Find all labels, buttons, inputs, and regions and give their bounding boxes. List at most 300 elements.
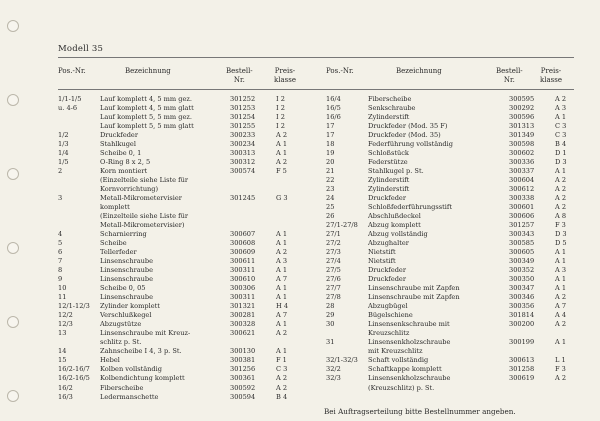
part-description: Metall-Mikrometervisier) <box>100 221 185 230</box>
punch-hole-icon <box>7 390 19 402</box>
order-number: 300381 <box>230 356 256 365</box>
part-description: Metall-Mikrometervisier <box>100 194 182 203</box>
right-parts-list <box>326 95 586 393</box>
table-row <box>58 284 318 293</box>
position-number: 29 <box>326 311 335 320</box>
table-row <box>326 212 586 221</box>
part-description: Druckfeder <box>100 131 138 140</box>
table-row <box>326 185 586 194</box>
price-class: I 2 <box>276 113 285 122</box>
price-class: A 2 <box>555 95 567 103</box>
position-number: 32/2 <box>326 365 341 374</box>
part-description: (Einzelteile siehe Liste für <box>100 212 188 221</box>
position-number: 31 <box>326 338 335 347</box>
part-description: mit Kreuzschlitz <box>368 347 423 356</box>
order-number: 300311 <box>230 293 256 302</box>
price-class: A 3 <box>555 104 567 113</box>
order-number: 300610 <box>230 275 256 284</box>
table-row <box>58 356 318 365</box>
price-class: A 2 <box>276 131 288 140</box>
order-number: 300336 <box>509 158 535 167</box>
page-title: Modell 35 <box>58 44 104 54</box>
price-class: A 2 <box>555 320 567 329</box>
part-description: Abzug vollständig <box>368 230 428 239</box>
order-note: Bei Auftragserteilung bitte Bestellnummer angeben. <box>324 407 516 416</box>
order-number: 300592 <box>230 383 256 392</box>
part-description: Abschlußdeckel <box>368 212 421 221</box>
price-class: A 3 <box>555 266 567 275</box>
table-row <box>58 230 318 239</box>
order-number: 300596 <box>509 113 535 122</box>
price-class: D 3 <box>555 230 567 239</box>
punch-hole-icon <box>7 316 19 328</box>
order-number: 300611 <box>230 257 256 266</box>
table-row <box>58 221 318 230</box>
order-number: 300613 <box>509 356 535 365</box>
table-row <box>326 384 586 393</box>
table-row <box>58 266 318 275</box>
table-row <box>58 338 318 347</box>
order-number: 300361 <box>230 374 256 383</box>
price-class: C 3 <box>276 365 288 374</box>
part-description: Linsenschraube <box>100 257 154 266</box>
position-number: 18 <box>326 140 335 149</box>
position-number: 27/1-27/8 <box>326 221 358 230</box>
order-number: 300343 <box>509 230 535 239</box>
position-number: 4 <box>58 230 63 239</box>
order-number: 300130 <box>230 347 256 356</box>
table-row <box>58 384 318 393</box>
position-number: 17 <box>326 122 335 131</box>
position-number: 17 <box>326 131 335 140</box>
price-class: A 1 <box>276 320 288 329</box>
price-class: G 3 <box>276 194 288 203</box>
part-description: Abzughalter <box>368 239 409 248</box>
order-number: 301245 <box>230 194 256 203</box>
part-description: Linsenschraube mit Zapfen <box>368 293 460 302</box>
position-number: 16/2-16/7 <box>58 365 90 374</box>
order-number: 300313 <box>230 149 256 158</box>
position-number: 24 <box>326 194 335 203</box>
part-description: Fiberscheibe <box>100 383 144 392</box>
part-description: Zahnscheibe I 4, 3 p. St. <box>100 347 182 356</box>
order-number: 300619 <box>509 374 535 383</box>
table-row <box>58 239 318 248</box>
table-row <box>326 338 586 347</box>
header-num-left: Bestell- Nr. <box>226 67 253 84</box>
order-number: 301256 <box>230 365 256 374</box>
position-number: 9 <box>58 275 63 284</box>
header-pos-left: Pos.-Nr. <box>58 67 86 75</box>
price-class: C 3 <box>555 122 567 131</box>
table-row <box>326 302 586 311</box>
price-class: F 3 <box>555 365 566 374</box>
table-row <box>326 158 586 167</box>
order-number: 300338 <box>509 194 535 203</box>
position-number: 32/1-32/3 <box>326 356 358 365</box>
order-number: 301254 <box>230 113 256 122</box>
header-cls-left: Preis- klasse <box>274 67 296 84</box>
price-class: A 1 <box>276 293 288 302</box>
table-row <box>326 329 586 338</box>
table-row <box>326 374 586 383</box>
part-description: Kornvorrichtung) <box>100 185 159 194</box>
position-number: 22 <box>326 176 335 185</box>
part-description: Stahlkugel p. St. <box>368 167 424 176</box>
price-class: D 5 <box>555 239 567 248</box>
order-number: 300328 <box>230 320 256 329</box>
order-number: 300602 <box>509 149 535 158</box>
price-class: A 2 <box>276 248 288 257</box>
table-row <box>58 365 318 374</box>
header-desc-left: Bezeichnung <box>125 67 171 75</box>
price-class: A 2 <box>276 329 288 338</box>
price-class: A 7 <box>276 275 288 284</box>
part-description: Federstütze <box>368 158 408 167</box>
position-number: 10 <box>58 284 67 293</box>
position-number: 12/2 <box>58 311 73 320</box>
part-description: Zylinderstift <box>368 176 410 185</box>
position-number: 27/4 <box>326 257 341 266</box>
table-row <box>326 293 586 302</box>
price-class: A 8 <box>555 212 567 221</box>
part-description: schlitz p. St. <box>100 338 142 347</box>
table-row <box>326 131 586 140</box>
table-row <box>58 194 318 203</box>
price-class: A 4 <box>555 311 567 320</box>
price-class: A 1 <box>555 284 567 293</box>
part-description: Linsensenkholzschraube <box>368 374 451 383</box>
position-number: 27/6 <box>326 275 341 284</box>
table-row <box>58 158 318 167</box>
part-description: Linsenschraube <box>100 293 154 302</box>
table-row <box>58 131 318 140</box>
price-class: A 2 <box>555 176 567 185</box>
price-class: I 2 <box>276 104 285 113</box>
position-number: 8 <box>58 266 63 275</box>
header-top-rule <box>58 57 574 58</box>
punch-hole-icon <box>7 168 19 180</box>
price-class: A 1 <box>276 284 288 293</box>
price-class: A 1 <box>555 338 567 347</box>
order-number: 300598 <box>509 140 535 149</box>
punch-hole-icon <box>7 242 19 254</box>
order-number: 300607 <box>230 230 256 239</box>
order-number: 301814 <box>509 311 535 320</box>
price-class: D 3 <box>555 158 567 167</box>
order-number: 301258 <box>509 365 535 374</box>
position-number: 16/4 <box>326 95 341 103</box>
order-number: 300347 <box>509 284 535 293</box>
part-description: Lauf komplett 5, 5 mm gez. <box>100 113 192 122</box>
position-number: 16/5 <box>326 104 341 113</box>
part-description: Druckfeder <box>368 266 406 275</box>
part-description: Druckfeder <box>368 194 406 203</box>
order-number: 300199 <box>509 338 535 347</box>
header-pos-right: Pos.-Nr. <box>326 67 354 75</box>
order-number: 300311 <box>230 266 256 275</box>
table-row <box>326 140 586 149</box>
position-number: 1/2 <box>58 131 69 140</box>
part-description: Kreuzschlitz <box>368 329 410 338</box>
table-row <box>58 203 318 212</box>
table-row <box>326 365 586 374</box>
position-number: 3 <box>58 194 63 203</box>
position-number: 1/4 <box>58 149 69 158</box>
order-number: 300349 <box>509 257 535 266</box>
table-row <box>58 275 318 284</box>
part-description: Abzugstütze <box>100 320 142 329</box>
order-number: 300585 <box>509 239 535 248</box>
part-description: Verschlußkegel <box>100 311 152 320</box>
position-number: 1/5 <box>58 158 69 167</box>
price-class: L 1 <box>555 356 566 365</box>
price-class: A 1 <box>276 347 288 356</box>
part-description: Federführung vollständig <box>368 140 453 149</box>
table-row <box>326 248 586 257</box>
table-row <box>326 266 586 275</box>
price-class: F 1 <box>276 356 287 365</box>
part-description: Linsensenkholzschraube <box>368 338 451 347</box>
table-row <box>326 311 586 320</box>
table-row <box>58 248 318 257</box>
part-description: Tellerfeder <box>100 248 137 257</box>
price-class: F 3 <box>555 221 566 230</box>
position-number: 16/6 <box>326 113 341 122</box>
part-description: Schloßfederführungsstift <box>368 203 452 212</box>
position-number: 27/8 <box>326 293 341 302</box>
table-row <box>326 95 586 104</box>
order-number: 300594 <box>230 392 256 401</box>
part-description: komplett <box>100 203 130 212</box>
table-row <box>58 293 318 302</box>
order-number: 301349 <box>509 131 535 140</box>
table-row <box>326 221 586 230</box>
position-number: 19 <box>326 149 335 158</box>
order-number: 300608 <box>230 239 256 248</box>
part-description: Kolbendichtung komplett <box>100 374 185 383</box>
price-class: A 2 <box>555 293 567 302</box>
price-class: A 1 <box>555 257 567 266</box>
table-row <box>326 230 586 239</box>
part-description: Lauf komplett 5, 5 mm glatt <box>100 122 194 131</box>
order-number: 300609 <box>230 248 256 257</box>
part-description: Schaftkappe komplett <box>368 365 442 374</box>
part-description: Kolben vollständig <box>100 365 162 374</box>
part-description: Nietstift <box>368 248 396 257</box>
position-number: 12/3 <box>58 320 73 329</box>
price-class: H 4 <box>276 302 289 311</box>
table-row <box>58 257 318 266</box>
price-class: A 2 <box>555 203 567 212</box>
position-number: 1/1-1/5 <box>58 95 82 103</box>
price-class: A 2 <box>555 185 567 194</box>
table-row <box>58 167 318 176</box>
part-description: Fiberscheibe <box>368 95 412 103</box>
table-row <box>326 347 586 356</box>
order-number: 300233 <box>230 131 256 140</box>
position-number: 16/3 <box>58 392 73 401</box>
price-class: C 3 <box>555 131 567 140</box>
part-description: Schloßstück <box>368 149 409 158</box>
order-number: 300605 <box>509 248 535 257</box>
punch-hole-icon <box>7 94 19 106</box>
order-number: 300200 <box>509 320 535 329</box>
part-description: Senkschraube <box>368 104 416 113</box>
price-class: B 4 <box>555 140 567 149</box>
table-row <box>58 95 318 104</box>
part-description: Linsenschraube <box>100 275 154 284</box>
order-number: 300234 <box>230 140 256 149</box>
table-row <box>326 167 586 176</box>
order-number: 300312 <box>230 158 256 167</box>
table-row <box>58 185 318 194</box>
part-description: Zylinder komplett <box>100 302 160 311</box>
price-class: A 1 <box>276 239 288 248</box>
part-description: (Einzelteile siehe Liste für <box>100 176 188 185</box>
position-number: 7 <box>58 257 63 266</box>
order-number: 300606 <box>509 212 535 221</box>
order-number: 300604 <box>509 176 535 185</box>
table-row <box>326 356 586 365</box>
part-description: (Kreuzschlitz) p. St. <box>368 383 435 392</box>
price-class: A 3 <box>276 257 288 266</box>
position-number: 25 <box>326 203 335 212</box>
table-row <box>326 203 586 212</box>
price-class: A 1 <box>276 140 288 149</box>
position-number: 13 <box>58 329 67 338</box>
part-description: Scheibe 0, 1 <box>100 149 142 158</box>
table-row <box>326 122 586 131</box>
header-num-right: Bestell- Nr. <box>496 67 523 84</box>
price-class: A 2 <box>555 374 567 383</box>
header-desc-right: Bezeichnung <box>396 67 442 75</box>
part-description: Druckfeder (Mod. 35) <box>368 131 441 140</box>
part-description: Druckfeder <box>368 275 406 284</box>
part-description: Linsenschraube mit Zapfen <box>368 284 460 293</box>
price-class: A 1 <box>276 266 288 275</box>
order-number: 300595 <box>509 95 535 103</box>
part-description: Scharnierring <box>100 230 147 239</box>
table-row <box>58 104 318 113</box>
price-class: A 2 <box>555 194 567 203</box>
table-row <box>58 311 318 320</box>
position-number: 14 <box>58 347 67 356</box>
table-row <box>58 302 318 311</box>
position-number: 5 <box>58 239 63 248</box>
part-description: Ledermanschette <box>100 392 159 401</box>
price-class: A 2 <box>276 383 288 392</box>
header-cls-right: Preis- klasse <box>540 67 562 84</box>
table-row <box>326 104 586 113</box>
part-description: Scheibe <box>100 239 127 248</box>
table-row <box>58 149 318 158</box>
position-number: 1/3 <box>58 140 69 149</box>
order-number: 300621 <box>230 329 256 338</box>
table-row <box>58 393 318 402</box>
price-class: A 2 <box>276 374 288 383</box>
part-description: Linsenschraube mit Kreuz- <box>100 329 191 338</box>
position-number: 27/3 <box>326 248 341 257</box>
price-class: I 2 <box>276 122 285 131</box>
table-row <box>326 149 586 158</box>
punch-hole-icon <box>7 20 19 32</box>
price-class: A 7 <box>555 302 567 311</box>
position-number: 11 <box>58 293 67 302</box>
table-row <box>58 212 318 221</box>
left-parts-list <box>58 95 318 402</box>
order-number: 300346 <box>509 293 535 302</box>
price-class: A 1 <box>276 230 288 239</box>
part-description: Linsensenkschraube mit <box>368 320 450 329</box>
table-row <box>58 122 318 131</box>
position-number: 28 <box>326 302 335 311</box>
position-number: 30 <box>326 320 335 329</box>
table-row <box>58 140 318 149</box>
part-description: Linsenschraube <box>100 266 154 275</box>
position-number: 12/1-12/3 <box>58 302 90 311</box>
table-row <box>58 113 318 122</box>
part-description: Schaft vollständig <box>368 356 429 365</box>
position-number: 27/7 <box>326 284 341 293</box>
part-description: Lauf komplett 4, 5 mm glatt <box>100 104 194 113</box>
position-number: 21 <box>326 167 335 176</box>
price-class: D 1 <box>555 149 567 158</box>
part-description: Hebel <box>100 356 120 365</box>
table-row <box>326 284 586 293</box>
part-description: Lauf komplett 4, 5 mm gez. <box>100 95 192 103</box>
table-row <box>58 347 318 356</box>
order-number: 301321 <box>230 302 256 311</box>
part-description: Bügelschiene <box>368 311 413 320</box>
punch-holes <box>0 0 22 421</box>
part-description: Korn montiert <box>100 167 148 176</box>
position-number: 32/3 <box>326 374 341 383</box>
order-number: 300352 <box>509 266 535 275</box>
position-number: 15 <box>58 356 67 365</box>
table-row <box>58 320 318 329</box>
price-class: A 1 <box>555 248 567 257</box>
price-class: B 4 <box>276 392 288 401</box>
part-description: Stahlkugel <box>100 140 136 149</box>
position-number: u. 4-6 <box>58 104 78 113</box>
order-number: 300350 <box>509 275 535 284</box>
table-row <box>58 329 318 338</box>
position-number: 2 <box>58 167 63 176</box>
part-description: O-Ring 8 x 2, 5 <box>100 158 151 167</box>
table-row <box>326 320 586 329</box>
price-class: A 1 <box>555 275 567 284</box>
order-number: 300292 <box>509 104 535 113</box>
position-number: 16/2 <box>58 383 73 392</box>
price-class: F 5 <box>276 167 287 176</box>
order-number: 301252 <box>230 95 256 103</box>
order-number: 300337 <box>509 167 535 176</box>
table-row <box>326 194 586 203</box>
order-number: 300306 <box>230 284 256 293</box>
order-number: 301313 <box>509 122 535 131</box>
table-row <box>326 239 586 248</box>
order-number: 300612 <box>509 185 535 194</box>
position-number: 27/1 <box>326 230 341 239</box>
order-number: 300281 <box>230 311 256 320</box>
table-row <box>326 257 586 266</box>
table-row <box>326 113 586 122</box>
position-number: 6 <box>58 248 63 257</box>
position-number: 27/2 <box>326 239 341 248</box>
price-class: A 7 <box>276 311 288 320</box>
position-number: 27/5 <box>326 266 341 275</box>
